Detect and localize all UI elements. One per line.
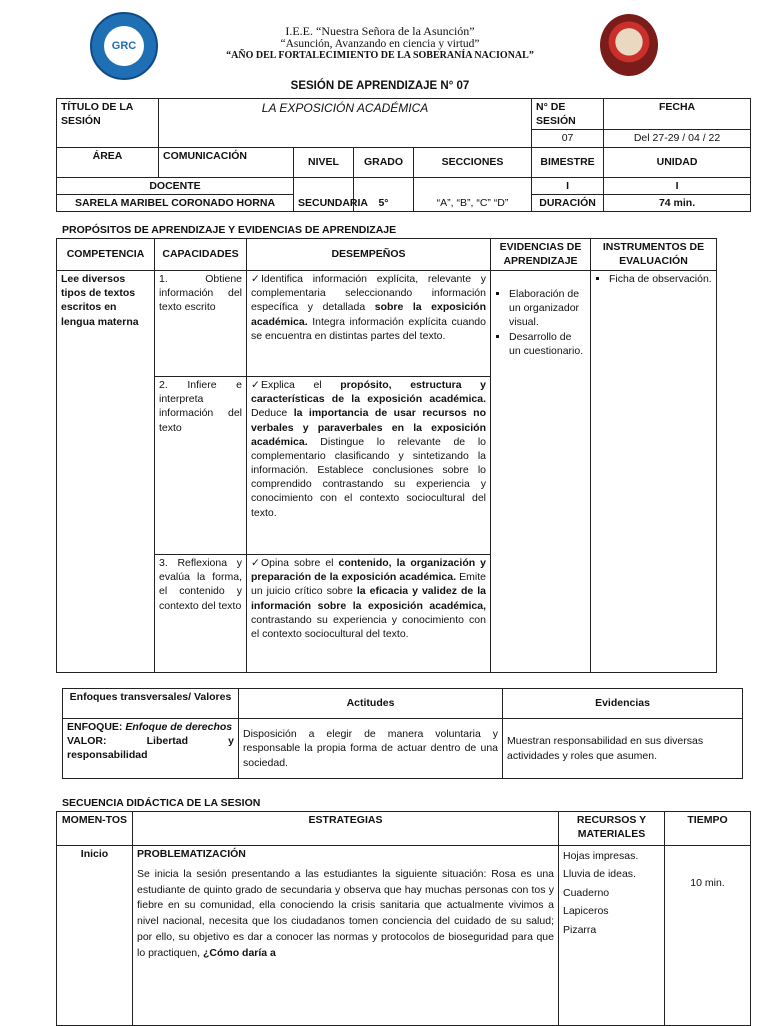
- propositos-heading: PROPÓSITOS DE APRENDIZAJE Y EVIDENCIAS DE APRENDIZAJE: [62, 224, 397, 236]
- capacidad-2: 2. Infiere e interpreta información del texto: [155, 377, 247, 555]
- recurso-4: Lapiceros: [563, 905, 609, 918]
- grado-label: GRADO: [354, 147, 414, 177]
- h-momentos: MOMEN-TOS: [57, 812, 133, 846]
- desempeno-3: ✓Opina sobre el contenido, la organización y preparación de la exposición académica. Emite un juicio crítico sobre la eficacia y validez de la información sobre la exposición académica, contrastando su experiencia y conocimiento con el contexto sociocultural del texto.: [247, 555, 491, 673]
- check-icon: ✓: [251, 273, 260, 285]
- secciones-value: “A”, “B”, “C” “D”: [414, 177, 532, 211]
- area-value: COMUNICACIÓN: [159, 147, 294, 177]
- h-recursos: RECURSOS Y MATERIALES: [559, 812, 665, 846]
- grado-value: 5°: [354, 177, 414, 211]
- bimestre-label: BIMESTRE: [532, 147, 604, 177]
- school-logo-right: [600, 14, 658, 76]
- docente-value: SARELA MARIBEL CORONADO HORNA: [57, 194, 294, 211]
- desempeno-1: ✓Identifica información explícita, relevante y complementaria seleccionando información específica y detallada sobre la exposición académica. Integra información explícita cuando se encuentra en distintas partes del texto.: [247, 271, 491, 377]
- duracion-value: 74 min.: [604, 194, 751, 211]
- competencia-text: Lee diversos tipos de textos escritos en lengua materna: [57, 271, 155, 673]
- valor-value: Libertad y responsabilidad: [67, 735, 234, 762]
- recurso-3: Cuaderno: [563, 886, 610, 899]
- evidencia-2: ▪ Desarrollo de un cuestionario.: [509, 330, 586, 358]
- momento-inicio: Inicio: [57, 846, 133, 1026]
- school-logo-left: [90, 12, 158, 80]
- enfoque-value: Enfoque de derechos: [125, 721, 233, 733]
- capacidad-1: 1. Obtiene información del texto escrito: [155, 271, 247, 377]
- recurso-2: Lluvia de ideas.: [563, 868, 636, 881]
- estrategia-subtitle: PROBLEMATIZACIÓN: [137, 848, 246, 860]
- h-tiempo: TIEMPO: [665, 812, 751, 846]
- estrategia-cell: [133, 846, 559, 1026]
- evidencia-1: ▪ Elaboración de un organizador visual.: [509, 287, 586, 330]
- page-title: SESIÓN DE APRENDIZAJE N° 07: [290, 80, 470, 92]
- desempeno-2: ✓Explica el propósito, estructura y características de la exposición académica. Deduce la importancia de usar recursos no verbales y paraverbales en la exposición académica. Distingue lo relevante de lo complementario clasificando y sintetizando la información. Establece conclusiones sobre lo comprendido contrastando su experiencia y conocimiento con el contexto sociocultural del texto.: [247, 377, 491, 555]
- docente-label: DOCENTE: [57, 177, 294, 194]
- h-instrumentos: INSTRUMENTOS DE EVALUACIÓN: [591, 239, 717, 271]
- secuencia-table: [56, 811, 751, 1026]
- secuencia-heading: SECUENCIA DIDÁCTICA DE LA SESION: [62, 797, 261, 809]
- instrumento-1: ▪ Ficha de observación.: [609, 272, 712, 286]
- school-motto: “Asunción, Avanzando en ciencia y virtud”: [280, 38, 480, 50]
- area-label: ÁREA: [57, 147, 159, 177]
- enfoque-cell: [63, 719, 239, 779]
- info-table: [56, 98, 751, 212]
- h-evidencias-enf: Evidencias: [503, 689, 743, 719]
- h-capacidades: CAPACIDADES: [155, 239, 247, 271]
- bimestre-value: I: [532, 177, 604, 194]
- nivel-value: SECUNDARIA: [294, 177, 354, 211]
- enfoque-label: ENFOQUE:: [67, 721, 123, 733]
- school-name: I.E.E. “Nuestra Señora de la Asunción”: [285, 24, 475, 38]
- propositos-table: [56, 238, 717, 673]
- check-icon: ✓: [251, 557, 260, 569]
- year-name: “AÑO DEL FORTALECIMIENTO DE LA SOBERANÍA NACIONAL”: [226, 50, 534, 61]
- titulo-value: LA EXPOSICIÓN ACADÉMICA: [159, 99, 532, 148]
- nsesion-label: N° DE SESIÓN: [532, 99, 604, 130]
- tiempo-inicio: 10 min.: [665, 846, 751, 1026]
- duracion-label: DURACIÓN: [532, 194, 604, 211]
- nivel-label: NIVEL: [294, 147, 354, 177]
- evidencias-cell: [491, 271, 591, 673]
- valor-label: VALOR:: [67, 735, 107, 748]
- recurso-5: Pizarra: [563, 923, 597, 936]
- unidad-value: I: [604, 177, 751, 194]
- logo-left-text: GRC: [104, 26, 144, 66]
- capacidad-3: 3. Reflexiona y evalúa la forma, el contenido y contexto del texto: [155, 555, 247, 673]
- h-competencia: COMPETENCIA: [57, 239, 155, 271]
- enfoques-table: [62, 688, 743, 779]
- estrategia-text: Se inicia la sesión presentando a las estudiantes la siguiente situación: Rosa es una estudiante de quinto grado de secundaria y observa que hay muchas personas con tos y fiebre en su comunidad, ella conociendo la crisis sanitaria que actualmente vivimos a nivel nacional, necesita que los ciudadanos tomen conciencia del cuidado de su salud; por ello, su objetivo es dar a conocer las normas y protocolos de bioseguridad para que lo practiquen, ¿Cómo daría a: [137, 867, 554, 959]
- fecha-label: FECHA: [604, 99, 751, 130]
- h-enfoques: Enfoques transversales/ Valores: [63, 689, 239, 719]
- recurso-1: Hojas impresas.: [563, 850, 639, 862]
- h-actitudes: Actitudes: [239, 689, 503, 719]
- h-estrategias: ESTRATEGIAS: [133, 812, 559, 846]
- fecha-value: Del 27-29 / 04 / 22: [604, 130, 751, 147]
- instrumentos-cell: [591, 271, 717, 673]
- recursos-cell: [559, 846, 665, 1026]
- actitud-text: Disposición a elegir de manera voluntaria y responsable la propia forma de actuar dentro de una sociedad.: [239, 719, 503, 779]
- secciones-label: SECCIONES: [414, 147, 532, 177]
- h-evidencias: EVIDENCIAS DE APRENDIZAJE: [491, 239, 591, 271]
- unidad-label: UNIDAD: [604, 147, 751, 177]
- nsesion-value: 07: [532, 130, 604, 147]
- check-icon: ✓: [251, 379, 260, 391]
- titulo-label: TÍTULO DE LA SESIÓN: [57, 99, 159, 148]
- h-desempenos: DESEMPEÑOS: [247, 239, 491, 271]
- evidencia-text: Muestran responsabilidad en sus diversas actividades y roles que asumen.: [503, 719, 743, 779]
